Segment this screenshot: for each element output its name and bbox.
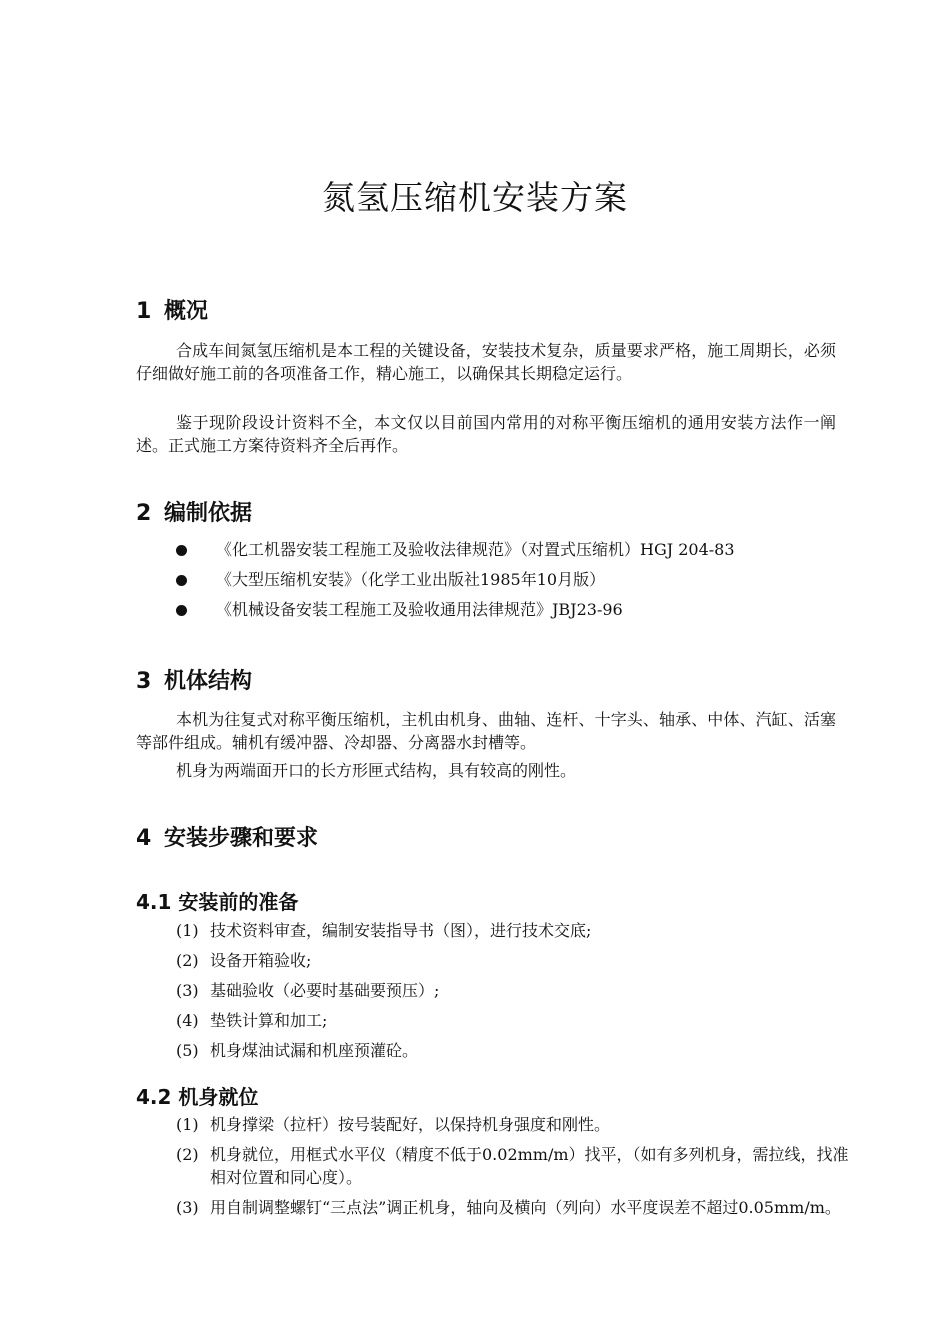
step-list — [176, 1113, 856, 1226]
paragraph: 合成车间氮氢压缩机是本工程的关键设备，安装技术复杂，质量要求严格，施工周期长，必须仔细做好施工前的各项准备工作，精心施工，以确保其长期稳定运行。 — [136, 341, 836, 383]
list-item-text: 《大型压缩机安装》（化学工业出版社1985年10月版） — [216, 570, 606, 589]
step-index: (1) — [176, 921, 199, 940]
subsection-number: 4.2 — [136, 1085, 172, 1109]
paragraph: 本机为往复式对称平衡压缩机，主机由机身、曲轴、连杆、十字头、轴承、中体、汽缸、活塞等部件组成。辅机有缓冲器、冷却器、分离器水封槽等。 — [136, 710, 836, 752]
section-number: 3 — [136, 669, 152, 694]
step-item — [176, 1143, 856, 1189]
subsection-title: 安装前的准备 — [178, 890, 299, 914]
step-item — [176, 1039, 856, 1062]
section-title: 安装步骤和要求 — [164, 826, 319, 851]
step-text: 机身撑梁（拉杆）按号装配好，以保持机身强度和刚性。 — [210, 1115, 611, 1134]
section-heading-2 — [136, 496, 252, 527]
document-title: 氮氢压缩机安装方案 — [322, 178, 628, 217]
step-text: 垫铁计算和加工; — [210, 1011, 328, 1030]
paragraph: 鉴于现阶段设计资料不全，本文仅以目前国内常用的对称平衡压缩机的通用安装方法作一阐述。正式施工方案待资料齐全后再作。 — [136, 413, 836, 455]
subsection-heading-4-1 — [136, 886, 298, 915]
step-index: (3) — [176, 981, 199, 1000]
step-item — [176, 919, 856, 942]
step-text: 机身煤油试漏和机座预灌砼。 — [210, 1041, 419, 1060]
step-index: (2) — [176, 951, 199, 970]
step-item — [176, 1196, 856, 1219]
step-index: (1) — [176, 1115, 199, 1134]
step-item — [176, 979, 856, 1002]
step-text: 机身就位，用框式水平仪（精度不低于0.02mm/m）找平，（如有多列机身，需拉线，找准相对位置和同心度）。 — [210, 1145, 849, 1187]
reference-list — [176, 535, 735, 625]
step-item — [176, 949, 856, 972]
step-index: (2) — [176, 1145, 199, 1164]
step-text: 基础验收（必要时基础要预压）; — [210, 981, 440, 1000]
step-text: 设备开箱验收; — [210, 951, 312, 970]
bullet-icon — [176, 545, 187, 556]
list-item — [176, 595, 735, 625]
list-item — [176, 565, 735, 595]
paragraph: 机身为两端面开口的长方形匣式结构，具有较高的刚性。 — [176, 761, 577, 780]
step-index: (4) — [176, 1011, 199, 1030]
section-number: 4 — [136, 826, 152, 851]
section-number: 2 — [136, 501, 152, 526]
section-number: 1 — [136, 299, 152, 324]
section-title: 概况 — [164, 299, 209, 324]
subsection-heading-4-2 — [136, 1081, 258, 1110]
step-text: 用自制调整螺钉“三点法”调正机身，轴向及横向（列向）水平度误差不超过0.05mm/m。 — [210, 1198, 841, 1217]
step-item — [176, 1009, 856, 1032]
step-index: (5) — [176, 1041, 199, 1060]
section-title: 机体结构 — [164, 669, 253, 694]
subsection-title: 机身就位 — [178, 1085, 259, 1109]
section-title: 编制依据 — [164, 501, 253, 526]
step-index: (3) — [176, 1198, 199, 1217]
section-heading-3 — [136, 664, 252, 695]
bullet-icon — [176, 605, 187, 616]
step-item — [176, 1113, 856, 1136]
step-list — [176, 919, 856, 1069]
step-text: 技术资料审查，编制安装指导书（图），进行技术交底; — [210, 921, 592, 940]
list-item-text: 《化工机器安装工程施工及验收法律规范》（对置式压缩机）HGJ 204-83 — [216, 540, 735, 559]
list-item — [176, 535, 735, 565]
section-heading-1 — [136, 294, 208, 325]
list-item-text: 《机械设备安装工程施工及验收通用法律规范》JBJ23-96 — [216, 600, 623, 619]
subsection-number: 4.1 — [136, 890, 172, 914]
section-heading-4 — [136, 821, 318, 852]
bullet-icon — [176, 575, 187, 586]
